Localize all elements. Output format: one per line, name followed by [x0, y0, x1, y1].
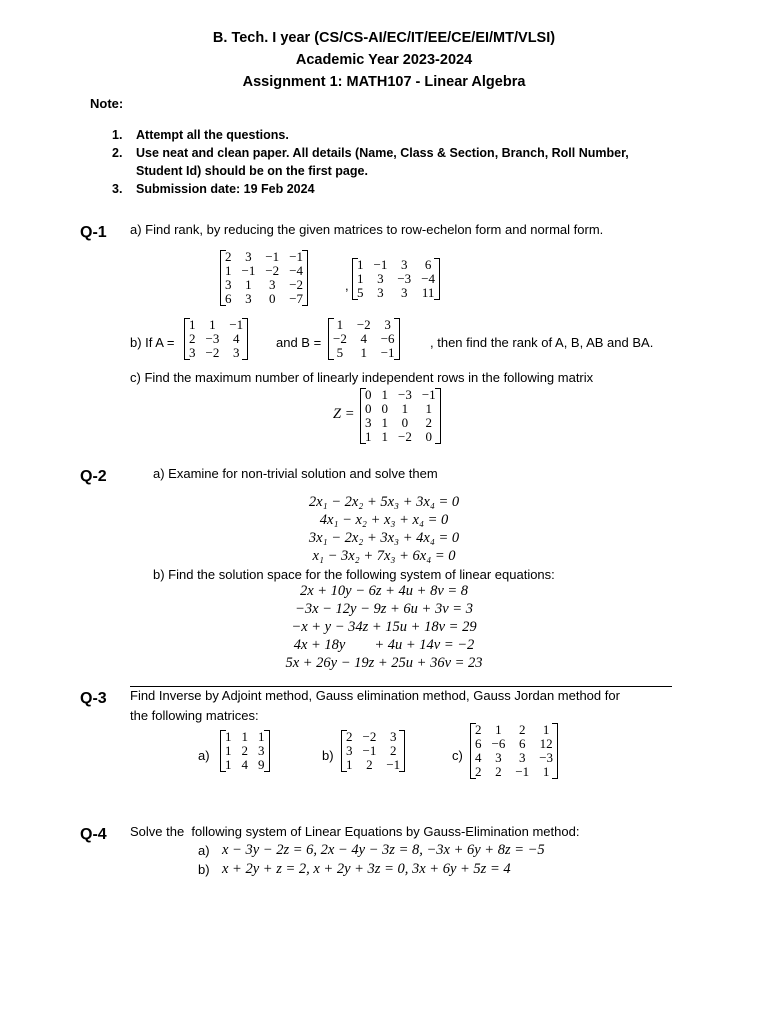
q1-matrix-1 — [220, 250, 308, 306]
note-item: 3. Submission date: 19 Feb 2024 — [112, 182, 315, 196]
matrix-cell: 2 — [495, 764, 502, 779]
left-bracket — [220, 730, 226, 772]
matrix-cell: −3 — [397, 271, 412, 286]
matrix-row — [341, 758, 405, 772]
matrix-row — [360, 430, 441, 444]
matrix-cell: 1 — [209, 317, 216, 332]
matrix-cell: 2 — [189, 331, 196, 346]
matrix-cell: 3 — [346, 743, 353, 758]
matrix-cell: 1 — [225, 263, 232, 278]
matrix-row — [184, 332, 248, 346]
matrix-grid — [328, 318, 400, 360]
matrix-row — [328, 318, 400, 332]
right-bracket — [264, 730, 270, 772]
matrix-cell: 1 — [365, 429, 372, 444]
matrix-cell: 4 — [233, 331, 240, 346]
right-bracket — [394, 318, 400, 360]
matrix-row — [220, 278, 308, 292]
matrix-cell: −1 — [380, 345, 395, 360]
matrix-cell: −1 — [386, 757, 401, 772]
matrix-cell: 6 — [225, 291, 232, 306]
q2-b-eq: 2x + 10y − 6z + 4u + 8v = 8 — [299, 583, 469, 599]
left-bracket — [470, 723, 476, 779]
left-bracket — [184, 318, 190, 360]
q2-a-eq: 4x₁ − x₂ + x₃ + x₄ = 0 — [319, 512, 449, 528]
matrix-cell: −1 — [362, 743, 377, 758]
q3-c-label: c) — [452, 748, 463, 763]
q2-a-text: a) Examine for non-trivial solution and solve them — [153, 466, 438, 481]
matrix-cell: 6 — [475, 736, 482, 751]
matrix-cell: 3 — [189, 345, 196, 360]
left-bracket — [328, 318, 334, 360]
matrix-cell: 0 — [365, 401, 372, 416]
matrix-cell: 1 — [542, 722, 550, 737]
matrix-cell: −1 — [421, 387, 436, 402]
matrix-separator: , — [345, 278, 349, 293]
q3-matrix-c — [470, 723, 558, 779]
matrix-cell: 3 — [377, 271, 384, 286]
matrix-cell: −2 — [333, 331, 347, 346]
matrix-cell: −1 — [241, 263, 256, 278]
matrix-cell: 2 — [475, 764, 482, 779]
header-line-2: Academic Year 2023-2024 — [295, 52, 473, 68]
q3-matrix-a — [220, 730, 270, 772]
note-item: Student Id) should be on the first page. — [136, 164, 368, 178]
matrix-cell: 2 — [390, 743, 397, 758]
matrix-row — [352, 286, 440, 300]
matrix-cell: 1 — [245, 277, 252, 292]
q4-text: Solve the following system of Linear Equations by Gauss-Elimination method: — [130, 824, 580, 839]
q3-text-2: the following matrices: — [130, 708, 259, 723]
matrix-row — [328, 346, 400, 360]
matrix-cell: −2 — [265, 263, 280, 278]
left-bracket — [360, 388, 366, 444]
matrix-cell: 1 — [381, 415, 388, 430]
right-bracket — [399, 730, 405, 772]
matrix-cell: 1 — [241, 729, 248, 744]
matrix-z — [360, 388, 441, 444]
matrix-cell: −1 — [289, 249, 304, 264]
matrix-cell: −4 — [421, 271, 436, 286]
matrix-cell: 1 — [357, 257, 364, 272]
matrix-cell: 2 — [425, 415, 433, 430]
matrix-row — [220, 758, 270, 772]
q1-label: Q-1 — [80, 224, 107, 241]
q3-b-label: b) — [322, 748, 334, 763]
right-bracket — [242, 318, 248, 360]
note-item: 1. Attempt all the questions. — [112, 128, 289, 142]
left-bracket — [341, 730, 347, 772]
matrix-grid — [220, 730, 270, 772]
matrix-cell: −3 — [539, 750, 554, 765]
matrix-cell: 3 — [245, 291, 252, 306]
right-bracket — [435, 388, 441, 444]
matrix-cell: 0 — [401, 415, 409, 430]
matrix-cell: 4 — [360, 331, 368, 346]
matrix-cell: −2 — [362, 729, 377, 744]
matrix-row — [220, 250, 308, 264]
matrix-cell: 5 — [357, 285, 364, 300]
matrix-cell: 12 — [539, 736, 553, 751]
matrix-row — [470, 723, 558, 737]
matrix-cell: −1 — [265, 249, 280, 264]
matrix-row — [328, 332, 400, 346]
matrix-row — [470, 751, 558, 765]
q3-a-label: a) — [198, 748, 210, 763]
matrix-row — [184, 318, 248, 332]
matrix-cell: 1 — [542, 764, 550, 779]
matrix-cell: 3 — [519, 750, 526, 765]
right-bracket — [552, 723, 558, 779]
matrix-row — [220, 292, 308, 306]
matrix-cell: 1 — [357, 271, 364, 286]
matrix-cell: 1 — [336, 317, 344, 332]
matrix-cell: 3 — [258, 743, 265, 758]
note-list — [112, 126, 672, 198]
matrix-cell: 6 — [424, 257, 432, 272]
matrix-cell: −6 — [380, 331, 395, 346]
q1-b-suffix: , then find the rank of A, B, AB and BA. — [430, 335, 654, 350]
matrix-cell: −1 — [515, 764, 530, 779]
note-label: Note: — [90, 96, 124, 111]
matrix-cell: −3 — [398, 387, 412, 402]
q4-label: Q-4 — [80, 826, 107, 843]
matrix-cell: 3 — [401, 285, 408, 300]
matrix-cell: 1 — [346, 757, 353, 772]
q2-b-eq: 4x + 18y + 4u + 14v = −2 — [293, 637, 475, 653]
matrix-cell: 1 — [425, 401, 433, 416]
matrix-cell: 4 — [241, 757, 248, 772]
matrix-row — [352, 258, 440, 272]
matrix-cell: −2 — [398, 429, 412, 444]
matrix-cell: 3 — [269, 277, 276, 292]
matrix-cell: −1 — [229, 317, 244, 332]
matrix-cell: 2 — [519, 722, 526, 737]
matrix-cell: 3 — [377, 285, 384, 300]
matrix-cell: 3 — [390, 729, 397, 744]
matrix-row — [470, 737, 558, 751]
matrix-cell: 2 — [346, 729, 353, 744]
matrix-cell: −2 — [205, 345, 220, 360]
matrix-cell: 2 — [475, 722, 482, 737]
matrix-row — [184, 346, 248, 360]
matrix-row — [360, 402, 441, 416]
matrix-cell: 1 — [360, 345, 368, 360]
matrix-cell: 1 — [189, 317, 196, 332]
left-bracket — [352, 258, 358, 300]
matrix-cell: 1 — [495, 722, 502, 737]
matrix-cell: 3 — [245, 249, 252, 264]
q2-a-eq: x₁ − 3x₂ + 7x₃ + 6x₄ = 0 — [312, 548, 456, 564]
header-line-1: B. Tech. I year (CS/CS-AI/EC/IT/EE/CE/EI/MT/VLSI) — [212, 30, 556, 46]
q3-label: Q-3 — [80, 690, 107, 707]
matrix-grid — [220, 250, 308, 306]
matrix-grid — [360, 388, 441, 444]
matrix-cell: 0 — [425, 429, 433, 444]
matrix-row — [341, 730, 405, 744]
q2-b-text: b) Find the solution space for the following system of linear equations: — [153, 567, 555, 582]
matrix-a — [184, 318, 248, 360]
matrix-cell: 3 — [233, 345, 240, 360]
q1-c-text: c) Find the maximum number of linearly independent rows in the following matrix — [130, 370, 594, 385]
z-label: Z = — [333, 406, 355, 422]
matrix-row — [360, 416, 441, 430]
right-bracket — [302, 250, 308, 306]
matrix-row — [352, 272, 440, 286]
matrix-cell: 3 — [365, 415, 372, 430]
matrix-cell: 1 — [381, 387, 388, 402]
q4-b-eq: x + 2y + z = 2, x + 2y + 3z = 0, 3x + 6y + 5z = 4 — [222, 861, 511, 877]
matrix-cell: 0 — [365, 387, 372, 402]
matrix-row — [220, 264, 308, 278]
matrix-cell: 2 — [366, 757, 373, 772]
matrix-row — [360, 388, 441, 402]
matrix-grid — [341, 730, 405, 772]
matrix-grid — [352, 258, 440, 300]
matrix-cell: −4 — [289, 263, 304, 278]
matrix-cell: 1 — [225, 729, 232, 744]
q4-b-label: b) — [198, 862, 210, 877]
left-bracket — [220, 250, 226, 306]
q1-and-b: and B = — [276, 335, 322, 350]
q2-a-eq: 2x₁ − 2x₂ + 5x₃ + 3x₄ = 0 — [308, 494, 460, 510]
matrix-cell: 9 — [258, 757, 265, 772]
matrix-cell: 3 — [384, 317, 391, 332]
matrix-cell: 0 — [381, 401, 388, 416]
matrix-cell: −2 — [356, 317, 371, 332]
matrix-cell: −6 — [491, 736, 506, 751]
matrix-row — [341, 744, 405, 758]
matrix-cell: 5 — [336, 345, 344, 360]
matrix-cell: −3 — [205, 331, 220, 346]
matrix-cell: 1 — [258, 729, 265, 744]
matrix-cell: 11 — [421, 285, 435, 300]
q2-a-eq: 3x₁ − 2x₂ + 3x₃ + 4x₄ = 0 — [308, 530, 460, 546]
matrix-row — [470, 765, 558, 779]
note-item: 2. Use neat and clean paper. All details (Name, Class & Section, Branch, Roll Number, — [112, 146, 629, 160]
matrix-grid — [470, 723, 558, 779]
matrix-cell: 2 — [225, 249, 232, 264]
matrix-grid — [184, 318, 248, 360]
matrix-cell: 0 — [269, 291, 276, 306]
matrix-cell: 6 — [519, 736, 526, 751]
matrix-cell: 1 — [225, 757, 232, 772]
matrix-cell: 3 — [495, 750, 502, 765]
right-bracket — [434, 258, 440, 300]
q4-a-eq: x − 3y − 2z = 6, 2x − 4y − 3z = 8, −3x + 6y + 8z = −5 — [222, 842, 545, 858]
matrix-cell: 3 — [225, 277, 232, 292]
matrix-cell: 3 — [401, 257, 408, 272]
matrix-cell: −7 — [289, 291, 304, 306]
q3-text-1: Find Inverse by Adjoint method, Gauss elimination method, Gauss Jordan method for — [130, 688, 620, 703]
matrix-cell: 2 — [241, 743, 248, 758]
matrix-cell: 1 — [401, 401, 409, 416]
q1-matrix-2 — [352, 258, 440, 300]
q3-matrix-b — [341, 730, 405, 772]
q1-a-text: a) Find rank, by reducing the given matrices to row-echelon form and normal form. — [130, 222, 604, 237]
matrix-cell: −2 — [289, 277, 304, 292]
matrix-row — [220, 730, 270, 744]
q2-b-eq: −3x − 12y − 9z + 6u + 3v = 3 — [295, 601, 473, 617]
matrix-b — [328, 318, 400, 360]
q2-b-eq: −x + y − 34z + 15u + 18v = 29 — [291, 619, 477, 635]
q4-a-label: a) — [198, 843, 210, 858]
section-rule — [130, 686, 672, 687]
matrix-cell: 4 — [475, 750, 482, 765]
q1-b-prefix: b) If A = — [130, 335, 175, 350]
matrix-cell: −1 — [373, 257, 388, 272]
header-line-3: Assignment 1: MATH107 - Linear Algebra — [242, 74, 526, 90]
q2-label: Q-2 — [80, 468, 107, 485]
matrix-row — [220, 744, 270, 758]
matrix-cell: 1 — [225, 743, 232, 758]
matrix-cell: 1 — [381, 429, 388, 444]
q2-b-eq: 5x + 26y − 19z + 25u + 36v = 23 — [285, 655, 483, 671]
